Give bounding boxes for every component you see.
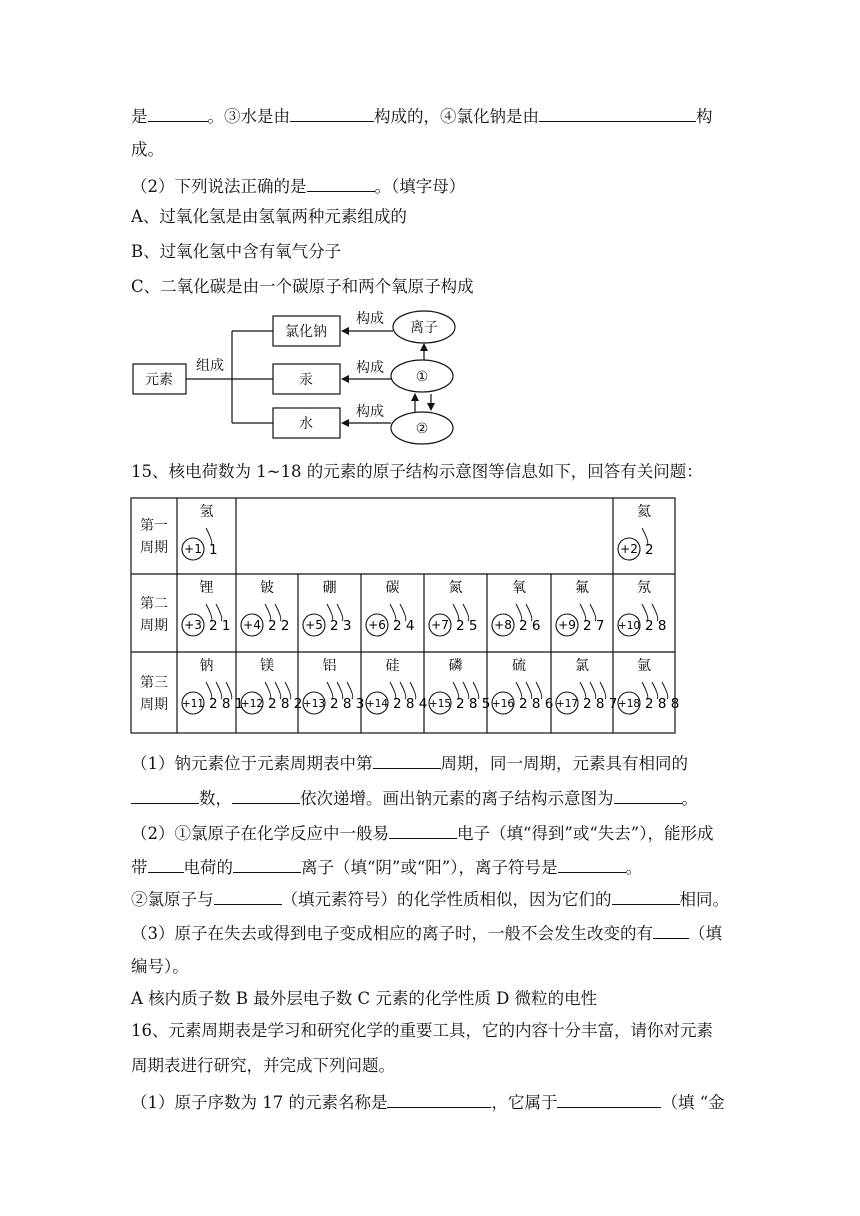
element-cell [303,658,364,714]
period-label: 第一 [140,518,168,534]
nucleus-charge: +7 [431,618,449,632]
diagram-element-label: 元素 [145,372,173,388]
answer-blank[interactable] [131,786,199,804]
text: 依次递增。画出钠元素的离子结构示意图为 [300,789,614,808]
diagram-ion-ellipse: 离子 [410,320,438,336]
element-cell [429,657,490,714]
text: 周期，同一周期，元素具有相同的 [440,754,688,773]
text: 带 [131,858,148,877]
text: （3）原子在失去或得到电子变成相应的离子时，一般不会发生改变的有 [131,924,653,943]
element-cell [556,580,604,636]
nucleus-charge: +13 [302,698,326,710]
nucleus-charge: +14 [365,698,389,710]
electron-config: 2 8 2 [268,696,303,712]
nucleus-charge: +10 [617,620,641,632]
nucleus-charge: +8 [494,618,512,632]
electron-config: 2 4 [393,618,415,634]
electron-config: 2 2 [268,618,290,634]
element-name: 硫 [512,658,526,674]
nucleus-charge: +2 [620,542,638,556]
answer-blank[interactable] [653,921,689,939]
period-label: 周期 [140,697,168,713]
text-line: A 核内质子数 B 最外层电子数 C 元素的化学性质 D 微粒的电性 [131,989,598,1008]
element-name: 氢 [199,504,214,520]
element-name: 氟 [575,580,589,596]
element-cell [618,504,654,560]
text: 。（填字母） [374,177,466,196]
element-cell [492,658,553,714]
nucleus-charge: +11 [181,698,205,710]
element-cell [303,580,351,636]
period-label: 周期 [140,618,168,634]
diagram-make-label: 构成 [356,360,384,376]
text: 。 [625,858,642,877]
diagram-hg-box: 汞 [299,372,313,388]
element-name: 氦 [637,504,651,520]
text: （2）下列说法正确的是 [131,177,307,196]
nucleus-charge: +3 [184,618,202,632]
text: 构成的，④氯化钠是由 [374,107,539,126]
element-cell [182,657,243,714]
element-cell [182,579,230,636]
text-line: 周期表进行研究，并完成下列问题。 [131,1056,395,1075]
element-name: 镁 [260,658,274,674]
text-line [131,887,729,911]
element-name: 钠 [199,658,214,674]
element-name: 氩 [637,658,651,674]
period-label: 周期 [140,540,168,556]
electron-config: 2 8 8 [645,696,680,712]
answer-blank[interactable] [389,821,457,839]
electron-config: 1 [209,542,218,558]
nucleus-charge: +15 [428,698,452,710]
electron-config: 2 8 6 [519,696,554,712]
period-label: 第三 [140,675,168,691]
nucleus-charge: +1 [184,542,202,556]
nucleus-charge: +17 [555,698,579,710]
element-cell [429,580,477,636]
answer-blank[interactable] [232,786,300,804]
nucleus-charge: +12 [240,698,264,710]
electron-config: 2 8 4 [393,696,428,712]
answer-blank[interactable] [148,855,184,873]
option-c: C、二氧化碳是由一个碳原子和两个氧原子构成 [131,277,474,296]
element-cell [182,504,218,560]
text-line [131,855,642,879]
text: （1）钠元素位于元素周期表中第 [131,754,373,773]
electron-config: 2 8 7 [583,696,618,712]
answer-blank[interactable] [612,887,680,905]
period-label: 第二 [140,596,168,612]
text: 。 [681,789,698,808]
text: 电子（填“得到”或“失去”），能形成 [457,824,714,843]
text-line [131,1090,725,1114]
element-cell [366,658,427,714]
answer-blank[interactable] [558,855,626,873]
option-a: A、过氧化氢是由氢氧两种元素组成的 [131,207,407,226]
electron-config: 2 3 [330,618,352,634]
text-line [131,786,698,810]
text-line-2: 成。 [131,140,164,159]
element-name: 氧 [512,580,526,596]
text: （填 “金 [661,1093,725,1112]
element-cell [366,580,414,636]
text: 是 [131,107,148,126]
answer-blank[interactable] [233,855,301,873]
text: ②氯原子与 [131,890,214,909]
electron-config: 2 6 [519,618,541,634]
nucleus-charge: +18 [617,698,641,710]
element-cell [241,580,289,636]
element-name: 铝 [322,658,337,674]
element-cell [556,658,617,714]
answer-blank[interactable] [214,887,282,905]
text: （2）①氯原子在化学反应中一般易 [131,824,389,843]
electron-config: 2 5 [456,618,478,634]
text-line [131,751,688,775]
element-name: 氮 [448,580,463,596]
element-name: 硼 [322,580,337,596]
answer-blank[interactable] [373,751,441,769]
text: （1）原子序数为 17 的元素名称是 [131,1093,388,1112]
element-cell [618,658,679,714]
diagram-circle-1: ① [415,369,429,385]
element-name: 氖 [637,580,651,596]
element-name: 铍 [260,580,274,596]
diagram-water-box: 水 [299,416,313,432]
element-name: 磷 [448,658,463,674]
element-cell [492,580,540,636]
text: 构 [696,107,713,126]
electron-config: 2 8 [645,618,667,634]
element-name: 氯 [575,658,589,674]
text: （填元素符号）的化学性质相似，因为它们的 [281,890,612,909]
element-name: 碳 [385,580,400,596]
answer-blank[interactable] [614,786,682,804]
text-line [131,821,714,845]
diagram-circle-2: ② [415,421,429,437]
nucleus-charge: +9 [558,618,576,632]
text: 电荷的 [183,858,233,877]
element-cell [241,658,302,714]
electron-config: 2 8 1 [209,696,244,712]
electron-config: 2 8 5 [456,696,491,712]
diagram-make-label: 构成 [356,404,384,420]
answer-blank[interactable] [387,1090,491,1108]
electron-config: 2 [645,542,654,558]
text: （填 [689,924,722,943]
text-line: 编号）。 [131,957,189,976]
option-b: B、过氧化氢中含有氧气分子 [131,242,342,261]
text: 离子（填“阴”或“阳”），离子符号是 [301,858,558,877]
nucleus-charge: +16 [491,698,515,710]
electron-config: 2 1 [209,618,231,634]
text: 相同。 [679,890,729,909]
question-15: 15、核电荷数为 1~18 的元素的原子结构示意图等信息如下，回答有关问题： [131,462,703,481]
text: 数， [199,789,232,808]
element-name: 硅 [385,658,400,674]
element-name: 锂 [199,580,214,596]
electron-config: 2 7 [583,618,605,634]
diagram-compose-label: 组成 [196,358,224,374]
nucleus-charge: +4 [243,618,261,632]
element-cell [618,580,667,636]
diagram-nacl-box: 氯化钠 [285,324,327,340]
text-line [131,921,722,945]
text: 。③水是由 [207,107,290,126]
nucleus-charge: +5 [305,618,323,632]
nucleus-charge: +6 [368,618,386,632]
question-16: 16、元素周期表是学习和研究化学的重要工具，它的内容十分丰富，请你对元素 [131,1021,713,1040]
text: ，它属于 [491,1093,558,1112]
electron-config: 2 8 3 [330,696,365,712]
diagram-make-label: 构成 [356,311,384,327]
answer-blank[interactable] [557,1090,661,1108]
